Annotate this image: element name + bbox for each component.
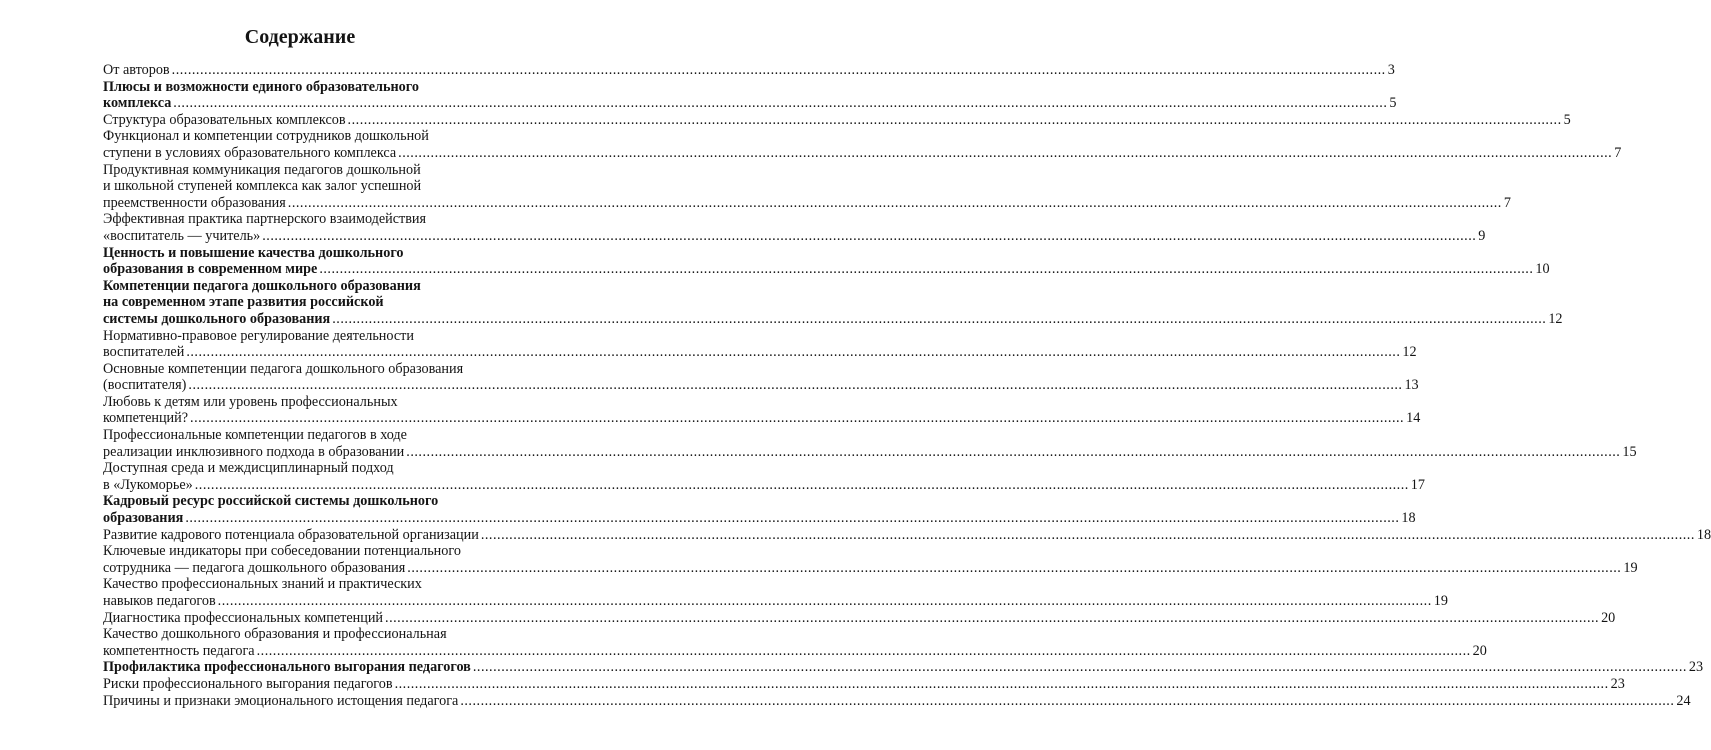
page-title: Содержание [244, 26, 356, 48]
toc-entry-line: Компетенции педагога дошкольного образования [103, 277, 421, 294]
page-number: 20 [1601, 609, 1616, 626]
toc-entry-line: Качество профессиональных знаний и практических [103, 576, 422, 593]
toc-entry-line: (воспитателя) [103, 377, 187, 394]
dot-leader: ............................................................................................................................................................................................................................................................................................................ [190, 410, 1405, 427]
toc-entry-line: компетенций? [103, 410, 189, 427]
toc-entry-line: комплекса [103, 95, 172, 112]
dot-leader: ............................................................................................................................................................................................................................................................................................................ [385, 609, 1600, 626]
page-number: 24 [1676, 692, 1691, 709]
toc-entry-line: Нормативно-правовое регулирование деятельности [103, 327, 414, 344]
toc-section-entry [103, 659, 1704, 676]
page-number: 9 [1478, 227, 1486, 244]
dot-leader: ............................................................................................................................................................................................................................................................................................................ [332, 310, 1547, 327]
toc-entry-line: От авторов [103, 62, 170, 78]
dot-leader: ............................................................................................................................................................................................................................................................................................................ [319, 261, 1534, 278]
toc-entry [103, 576, 1448, 609]
toc-entry [103, 62, 1395, 79]
dot-leader: ............................................................................................................................................................................................................................................................................................................ [194, 476, 1409, 493]
dot-leader: ............................................................................................................................................................................................................................................................................................................ [287, 194, 1502, 211]
dot-leader: ............................................................................................................................................................................................................................................................................................................ [398, 144, 1613, 161]
toc-entry-line: Любовь к детям или уровень профессиональных [103, 393, 398, 410]
toc-entry [103, 609, 1616, 627]
toc-entry [103, 327, 1417, 361]
toc-entry-line: образования [103, 510, 184, 527]
toc-entry-line: Доступная среда и междисциплинарный подход [103, 460, 394, 477]
page-number: 12 [1548, 310, 1563, 327]
dot-leader: ............................................................................................................................................................................................................................................................................................................ [186, 344, 1401, 361]
toc-section-entry [103, 78, 1397, 112]
dot-leader: ............................................................................................................................................................................................................................................................................................................ [407, 559, 1622, 576]
toc-entry [103, 460, 1425, 493]
toc-entry [103, 626, 1487, 659]
toc-entry-line: Развитие кадрового потенциала образовательной организации [103, 526, 479, 543]
toc-entry-line: Профессиональные компетенции педагогов в ходе [103, 427, 407, 444]
toc-section-entry [103, 493, 1416, 527]
toc-entry-line: Плюсы и возможности единого образовательного [103, 78, 419, 95]
page-number: 19 [1623, 559, 1638, 576]
toc-entry-line: Ключевые индикаторы при собеседовании потенциального [103, 543, 461, 560]
page-number: 3 [1387, 62, 1395, 78]
toc-entry-line: Качество дошкольного образования и профессиональная [103, 626, 447, 643]
toc-entry [103, 128, 1622, 161]
page-number: 15 [1622, 443, 1637, 460]
page-number: 13 [1404, 377, 1419, 394]
dot-leader: ............................................................................................................................................................................................................................................................................................................ [188, 377, 1403, 394]
toc-entry [103, 360, 1419, 394]
dot-leader: ............................................................................................................................................................................................................................................................................................................ [406, 443, 1621, 460]
toc-entry-line: в «Лукоморье» [103, 476, 193, 493]
page-number: 17 [1410, 476, 1425, 493]
page-number: 10 [1535, 261, 1550, 278]
page-number: 5 [1563, 111, 1571, 128]
toc-entry [103, 675, 1625, 693]
dot-leader: ............................................................................................................................................................................................................................................................................................................ [185, 510, 1400, 527]
dot-leader: ............................................................................................................................................................................................................................................................................................................ [394, 675, 1609, 692]
toc-entry [103, 427, 1637, 460]
page-number: 18 [1401, 510, 1416, 527]
toc-entry-line: Причины и признаки эмоционального истощения педагога [103, 692, 459, 709]
toc-entry-line: системы дошкольного образования [103, 310, 331, 327]
toc-entry-line: Продуктивная коммуникация педагогов дошкольной [103, 161, 421, 178]
toc-section-entry [103, 244, 1550, 278]
page-number: 18 [1696, 526, 1711, 543]
dot-leader: ............................................................................................................................................................................................................................................................................................................ [256, 642, 1471, 659]
dot-leader: ............................................................................................................................................................................................................................................................................................................ [262, 227, 1477, 244]
dot-leader: ............................................................................................................................................................................................................................................................................................................ [217, 593, 1432, 609]
toc-entry-line: сотрудника — педагога дошкольного образования [103, 559, 406, 576]
toc-entry [103, 393, 1421, 427]
page-number: 19 [1433, 593, 1448, 609]
toc-entry-line: Профилактика профессионального выгорания педагогов [103, 659, 471, 676]
toc-entry [103, 211, 1486, 244]
toc-section-entry [103, 277, 1563, 328]
toc-entry-line: преемственности образования [103, 194, 286, 211]
toc-entry-line: компетентность педагога [103, 642, 255, 659]
dot-leader: ............................................................................................................................................................................................................................................................................................................ [347, 111, 1562, 128]
toc-entry-line: Функционал и компетенции сотрудников дошкольной [103, 128, 429, 145]
dot-leader: ............................................................................................................................................................................................................................................................................................................ [480, 526, 1695, 543]
page-number: 23 [1610, 675, 1625, 692]
toc-entry-line: Кадровый ресурс российской системы дошкольного [103, 493, 439, 510]
page-number: 23 [1688, 659, 1704, 676]
toc-entry-line: реализации инклюзивного подхода в образовании [103, 443, 405, 460]
toc-entry-line: на современном этапе развития российской [103, 294, 384, 311]
toc-entry-line: Диагностика профессиональных компетенций [103, 609, 384, 626]
toc-entry [103, 692, 1691, 710]
toc-entry-line: и школьной ступеней комплекса как залог успешной [103, 178, 422, 195]
toc-entry [103, 111, 1571, 129]
toc-entry-line: Ценность и повышение качества дошкольного [103, 244, 404, 261]
toc-entry-line: «воспитатель — учитель» [103, 227, 261, 244]
dot-leader: ............................................................................................................................................................................................................................................................................................................ [171, 62, 1386, 78]
dot-leader: ............................................................................................................................................................................................................................................................................................................ [173, 95, 1388, 112]
page-number: 20 [1472, 642, 1487, 659]
toc-entry [103, 161, 1511, 212]
toc-entry-line: Риски профессионального выгорания педагогов [103, 675, 393, 692]
page-number: 5 [1389, 95, 1397, 112]
toc-entry-line: образования в современном мире [103, 261, 318, 278]
page-number: 12 [1402, 344, 1417, 361]
toc-entry [103, 526, 1711, 544]
toc-entry [103, 543, 1638, 576]
table-of-contents [103, 62, 1711, 709]
toc-entry-line: Структура образовательных комплексов [103, 111, 346, 128]
toc-entry-line: ступени в условиях образовательного комплекса [103, 144, 397, 161]
toc-entry-line: навыков педагогов [103, 593, 216, 609]
page-number: 7 [1503, 194, 1511, 211]
page-number: 14 [1406, 410, 1421, 427]
page-number: 7 [1614, 144, 1622, 161]
dot-leader: ............................................................................................................................................................................................................................................................................................................ [460, 692, 1675, 709]
dot-leader: ............................................................................................................................................................................................................................................................................................................ [472, 659, 1687, 676]
toc-entry-line: Эффективная практика партнерского взаимодействия [103, 211, 427, 228]
toc-entry-line: Основные компетенции педагога дошкольного образования [103, 360, 464, 377]
toc-entry-line: воспитателей [103, 344, 185, 361]
